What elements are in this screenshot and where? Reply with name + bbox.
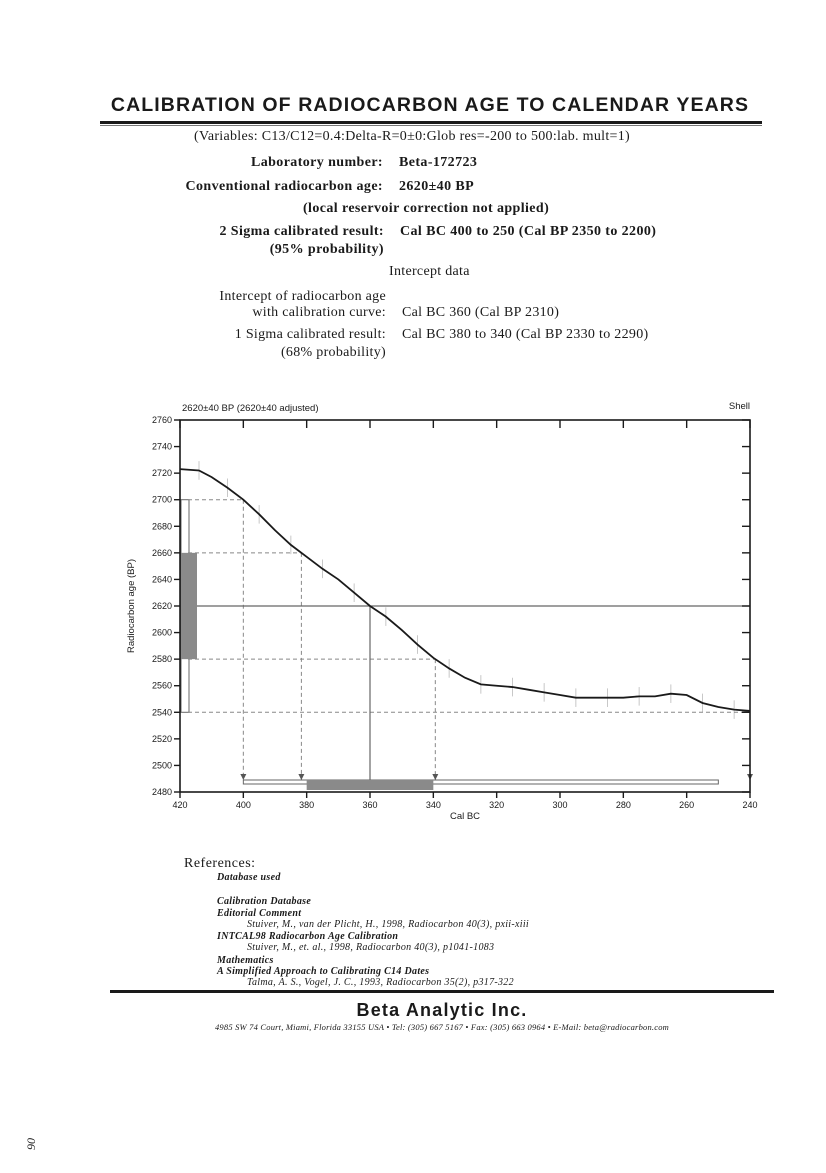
conventional-age-label: Conventional radiocarbon age: [185,179,383,194]
calibration-chart [110,392,770,832]
x-tick-label: 240 [742,800,758,810]
y-tick-label: 2760 [151,415,172,425]
ref-mathematics: Mathematics [217,955,274,966]
y-tick-label: 2580 [151,654,172,665]
calibration-curve [180,469,750,711]
company-name: Beta Analytic Inc. [356,1000,528,1020]
variables-line: (Variables: C13/C12=0.4:Delta-R=0±0:Glob res=-200 to 500:lab. mult=1) [194,129,630,144]
y-tick-label: 2720 [151,468,172,479]
y-tick-label: 2660 [151,547,172,558]
two-sigma-value: Cal BC 400 to 250 (Cal BP 2350 to 2200) [400,224,657,239]
y-tick-label: 2640 [151,574,172,585]
x-tick-label: 380 [299,800,315,810]
ref-calibration-database: Calibration Database [217,896,312,907]
x-tick-label: 400 [235,800,251,810]
ref-database-used: Database used [217,872,281,883]
two-sigma-upper-guide-arrow [240,774,246,780]
title-rule [100,121,762,124]
one-sigma-probability: (68% probability) [280,345,386,360]
y-tick-label: 2620 [151,601,172,611]
y-tick-label: 2480 [151,787,172,797]
x-tick-label: 360 [362,800,378,810]
one-sigma-age-band [181,553,197,659]
calibration-chart-svg [110,392,770,832]
y-tick-label: 2680 [151,521,172,532]
x-tick-label: 320 [489,800,505,810]
chart-corner-label: Shell [728,401,750,412]
intercept-value: Cal BC 360 (Cal BP 2310) [402,305,560,320]
two-sigma-label: 2 Sigma calibrated result: [219,224,384,239]
y-tick-label: 2540 [151,707,172,718]
ref-editorial-comment: Editorial Comment [217,908,302,919]
footer-rule [110,990,774,993]
conventional-age-value: 2620±40 BP [399,179,475,194]
y-tick-label: 2740 [151,441,172,452]
one-sigma-label: 1 Sigma calibrated result: [234,327,386,342]
x-tick-label: 420 [172,800,188,810]
y-tick-label: 2560 [151,680,172,691]
one-sigma-range-bar [307,780,434,790]
y-tick-label: 2600 [151,627,172,638]
y-axis-label: Radiocarbon age (BP) [126,559,137,653]
ref-stuiver-1998-b: Stuiver, M., et. al., 1998, Radiocarbon 40(3), p1041-1083 [247,942,495,953]
references-title: References: [184,856,256,871]
one-sigma-lower-guide-arrow [432,774,438,780]
y-tick-label: 2700 [151,494,172,505]
page-number: 90 [24,1138,38,1150]
x-tick-label: 300 [552,800,568,810]
two-sigma-probability: (95% probability) [269,242,384,257]
ref-stuiver-1998-a: Stuiver, M., van der Plicht, H., 1998, Radiocarbon 40(3), pxii-xiii [247,919,529,930]
lab-number-label: Laboratory number: [250,155,383,170]
intercept-label-2: with calibration curve: [252,305,386,320]
intercept-heading: Intercept data [389,264,470,279]
x-tick-label: 340 [425,800,441,810]
title-rule-thin [100,125,762,126]
x-axis-label: Cal BC [449,811,481,822]
one-sigma-value: Cal BC 380 to 340 (Cal BP 2330 to 2290) [402,327,649,342]
report-title: CALIBRATION OF RADIOCARBON AGE TO CALENDAR YEARS [110,94,750,116]
y-tick-label: 2500 [151,760,172,771]
chart-title: 2620±40 BP (2620±40 adjusted) [182,403,319,414]
y-tick-label: 2520 [151,733,172,744]
ref-simplified-approach: A Simplified Approach to Calibrating C14 Dates [217,966,430,977]
ref-intcal98: INTCAL98 Radiocarbon Age Calibration [217,931,399,942]
intercept-label-1: Intercept of radiocarbon age [219,289,386,304]
one-sigma-upper-guide-arrow [298,774,304,780]
company-address: 4985 SW 74 Court, Miami, Florida 33155 USA • Tel: (305) 667 5167 • Fax: (305) 663 0964 • E-Mail: beta@radiocarbon.com [214,1022,669,1032]
x-tick-label: 260 [679,800,695,810]
reservoir-note: (local reservoir correction not applied) [303,201,550,216]
lab-number-value: Beta-172723 [399,155,478,170]
x-tick-label: 280 [615,800,631,810]
ref-talma-vogel-1993: Talma, A. S., Vogel, J. C., 1993, Radiocarbon 35(2), p317-322 [247,977,514,988]
